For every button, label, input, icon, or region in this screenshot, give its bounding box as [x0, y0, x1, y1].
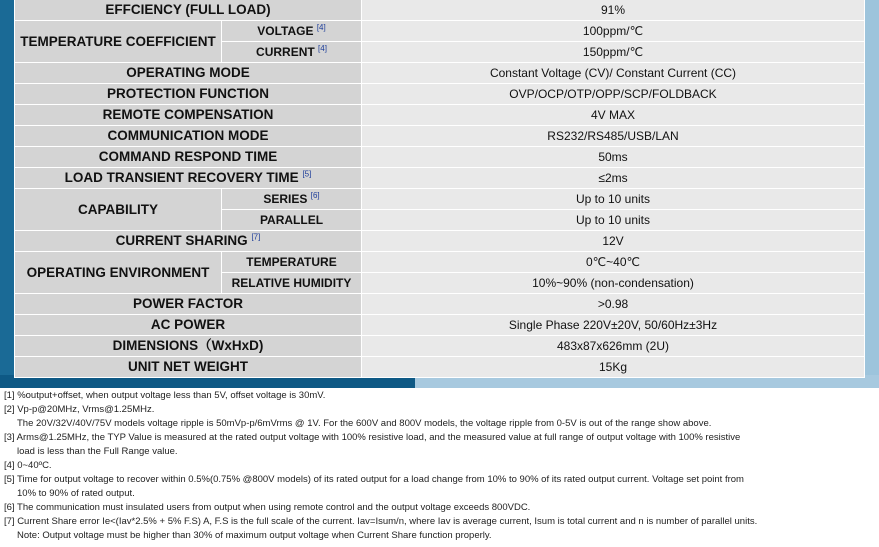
spec-label: COMMAND RESPOND TIME: [15, 147, 362, 168]
footnote-line: The 20V/32V/40V/75V models voltage ripple is 50mVp-p/6mVrms @ 1V. For the 600V and 800V models, the voltage ripple from 0-5V is out of the range show above.: [17, 418, 712, 429]
spec-value: 4V MAX: [362, 105, 865, 126]
spec-value: Up to 10 units: [362, 189, 865, 210]
table-row: [15, 126, 865, 147]
table-row: [15, 252, 865, 273]
spec-sub-label: TEMPERATURE: [222, 252, 362, 273]
footnote-ref[interactable]: [5]: [302, 169, 312, 179]
table-row: [15, 84, 865, 105]
footnote-line: [3] Arms@1.25MHz, the TYP Value is measured at the rated output voltage with 100% resistive load, and the measured value at full range of output voltage with 100% resistive: [4, 432, 741, 443]
spec-value: 50ms: [362, 147, 865, 168]
spec-label: TEMPERATURE COEFFICIENT: [15, 21, 222, 63]
spec-value: ≤2ms: [362, 168, 865, 189]
footnote-line: [5] Time for output voltage to recover within 0.5%(0.75% @800V models) of its rated output for a load change from 10% to 90% of its rated output current. Voltage set point from: [4, 474, 744, 485]
spec-value: Up to 10 units: [362, 210, 865, 231]
footnote-line: [2] Vp-p@20MHz, Vrms@1.25MHz.: [4, 404, 155, 415]
table-row: [15, 0, 865, 21]
footnote-line: [7] Current Share error Ie<(Iav*2.5% + 5% F.S) A, F.S is the full scale of the current. Iav=Isum/n, where Iav is average current, Isum is total current and n is number of parallel units.: [4, 516, 758, 527]
table-row: [15, 336, 865, 357]
spec-label: COMMUNICATION MODE: [15, 126, 362, 147]
footnote-ref[interactable]: [4]: [316, 23, 326, 32]
spec-label: DIMENSIONS（WxHxD): [15, 336, 362, 357]
table-row: [15, 189, 865, 210]
spec-sub-label: RELATIVE HUMIDITY: [222, 273, 362, 294]
spec-label: EFFCIENCY (FULL LOAD): [15, 0, 362, 21]
specification-table: [14, 0, 865, 378]
spec-value: 483x87x626mm (2U): [362, 336, 865, 357]
spec-value: RS232/RS485/USB/LAN: [362, 126, 865, 147]
spec-value: 0℃~40℃: [362, 252, 865, 273]
spec-label: CAPABILITY: [15, 189, 222, 231]
spec-label: AC POWER: [15, 315, 362, 336]
footnote-line: 10% to 90% of rated output.: [17, 488, 135, 499]
table-row: [15, 294, 865, 315]
table-row: [15, 231, 865, 252]
table-row: [15, 105, 865, 126]
spec-sub-label: PARALLEL: [222, 210, 362, 231]
table-row: [15, 63, 865, 84]
spec-value: 10%~90% (non-condensation): [362, 273, 865, 294]
footnote-line: [4] 0~40ºC.: [4, 460, 52, 471]
spec-sub-label: VOLTAGE [4]: [222, 21, 362, 42]
spec-value: Constant Voltage (CV)/ Constant Current (CC): [362, 63, 865, 84]
spec-label: LOAD TRANSIENT RECOVERY TIME [5]: [15, 168, 362, 189]
footnote-ref[interactable]: [4]: [318, 44, 327, 53]
table-row: [15, 315, 865, 336]
spec-label: OPERATING MODE: [15, 63, 362, 84]
spec-label: UNIT NET WEIGHT: [15, 357, 362, 378]
spec-value: 100ppm/℃: [362, 21, 865, 42]
table-row: [15, 21, 865, 42]
footnote-ref[interactable]: [6]: [310, 191, 320, 200]
footnote-line: load is less than the Full Range value.: [17, 446, 178, 457]
footnote-line: [6] The communication must insulated users from output when using remote control and the output voltage exceeds 800VDC.: [4, 502, 531, 513]
footnote-ref[interactable]: [7]: [251, 232, 261, 242]
table-row: [15, 357, 865, 378]
spec-sub-label: CURRENT [4]: [222, 42, 362, 63]
spec-sub-label: SERIES [6]: [222, 189, 362, 210]
spec-label: PROTECTION FUNCTION: [15, 84, 362, 105]
table-row: [15, 147, 865, 168]
spec-label: REMOTE COMPENSATION: [15, 105, 362, 126]
spec-label: POWER FACTOR: [15, 294, 362, 315]
spec-value: 150ppm/℃: [362, 42, 865, 63]
spec-value: OVP/OCP/OTP/OPP/SCP/FOLDBACK: [362, 84, 865, 105]
spec-value: >0.98: [362, 294, 865, 315]
spec-label: OPERATING ENVIRONMENT: [15, 252, 222, 294]
spec-value: 91%: [362, 0, 865, 21]
footnote-line: Note: Output voltage must be higher than 30% of maximum output voltage when Current Share function properly.: [17, 530, 492, 541]
footnotes: [4, 389, 876, 543]
spec-value: 12V: [362, 231, 865, 252]
spec-value: 15Kg: [362, 357, 865, 378]
spec-value: Single Phase 220V±20V, 50/60Hz±3Hz: [362, 315, 865, 336]
table-row: [15, 168, 865, 189]
footnote-line: [1] %output+offset, when output voltage less than 5V, offset voltage is 30mV.: [4, 390, 326, 401]
spec-label: CURRENT SHARING [7]: [15, 231, 362, 252]
